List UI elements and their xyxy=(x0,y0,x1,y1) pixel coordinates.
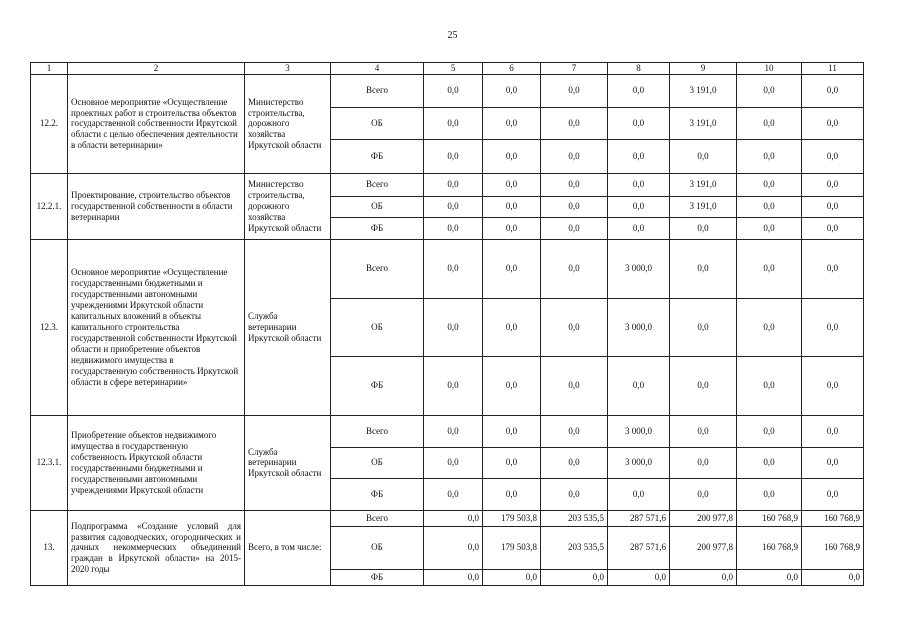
value-cell: 0,0 xyxy=(483,569,541,585)
value-cell: 0,0 xyxy=(483,478,541,510)
value-cell: 287 571,6 xyxy=(608,510,670,526)
value-cell: 0,0 xyxy=(424,569,483,585)
value-cell: 0,0 xyxy=(541,217,608,239)
value-cell: 0,0 xyxy=(608,356,670,415)
column-number-row xyxy=(31,63,864,75)
page-number: 25 xyxy=(447,30,458,41)
value-cell: 0,0 xyxy=(424,173,483,196)
value-cell: 179 503,8 xyxy=(483,526,541,569)
value-cell: 0,0 xyxy=(802,139,864,173)
value-cell: 3 000,0 xyxy=(608,239,670,298)
value-cell: 0,0 xyxy=(670,478,737,510)
value-cell: 0,0 xyxy=(424,510,483,526)
value-cell: 0,0 xyxy=(670,356,737,415)
value-cell: 0,0 xyxy=(541,478,608,510)
value-cell: 0,0 xyxy=(608,478,670,510)
funding-source: Всего xyxy=(331,510,424,526)
column-number: 4 xyxy=(331,63,424,75)
responsible-executor: Служба ветеринарии Иркутской области xyxy=(245,239,331,415)
value-cell: 0,0 xyxy=(424,526,483,569)
item-code: 13. xyxy=(31,510,68,585)
value-cell: 0,0 xyxy=(802,415,864,447)
item-description: Проектирование, строительство объектов государственной собственности в области ветеринарии xyxy=(68,173,245,239)
item-code: 12.2. xyxy=(31,74,68,173)
value-cell: 0,0 xyxy=(424,447,483,478)
column-number: 11 xyxy=(802,63,864,75)
value-cell: 0,0 xyxy=(670,415,737,447)
value-cell: 0,0 xyxy=(541,447,608,478)
funding-source: ФБ xyxy=(331,356,424,415)
responsible-executor: Всего, в том числе: xyxy=(245,510,331,585)
value-cell: 160 768,9 xyxy=(737,510,802,526)
value-cell: 160 768,9 xyxy=(737,526,802,569)
value-cell: 0,0 xyxy=(737,478,802,510)
funding-source: Всего xyxy=(331,74,424,107)
value-cell: 0,0 xyxy=(802,196,864,217)
responsible-executor: Министерство строительства, дорожного хозяйства Иркутской области xyxy=(245,74,331,173)
value-cell: 0,0 xyxy=(541,196,608,217)
value-cell: 0,0 xyxy=(608,569,670,585)
value-cell: 0,0 xyxy=(670,569,737,585)
value-cell: 0,0 xyxy=(541,415,608,447)
funding-source: Всего xyxy=(331,173,424,196)
budget-table xyxy=(30,62,864,586)
value-cell: 0,0 xyxy=(670,447,737,478)
value-cell: 3 191,0 xyxy=(670,196,737,217)
value-cell: 0,0 xyxy=(424,415,483,447)
value-cell: 0,0 xyxy=(802,173,864,196)
value-cell: 0,0 xyxy=(541,356,608,415)
value-cell: 0,0 xyxy=(483,74,541,107)
value-cell: 0,0 xyxy=(737,107,802,139)
value-cell: 0,0 xyxy=(541,298,608,356)
value-cell: 0,0 xyxy=(424,139,483,173)
value-cell: 0,0 xyxy=(737,447,802,478)
value-cell: 0,0 xyxy=(608,107,670,139)
column-number: 8 xyxy=(608,63,670,75)
item-code: 12.2.1. xyxy=(31,173,68,239)
item-code: 12.3.1. xyxy=(31,415,68,510)
item-description: Приобретение объектов недвижимого имущества в государственную собственность Иркутской области государственными бюджетными и государственными автономными учреждениями Иркутской области xyxy=(68,415,245,510)
value-cell: 0,0 xyxy=(737,139,802,173)
table-row xyxy=(31,415,864,447)
value-cell: 0,0 xyxy=(737,74,802,107)
column-number: 1 xyxy=(31,63,68,75)
funding-source: ОБ xyxy=(331,298,424,356)
value-cell: 0,0 xyxy=(670,298,737,356)
value-cell: 160 768,9 xyxy=(802,510,864,526)
funding-source: ОБ xyxy=(331,196,424,217)
value-cell: 0,0 xyxy=(737,173,802,196)
column-number: 10 xyxy=(737,63,802,75)
table-row xyxy=(31,239,864,298)
value-cell: 0,0 xyxy=(802,107,864,139)
value-cell: 0,0 xyxy=(483,415,541,447)
value-cell: 0,0 xyxy=(802,478,864,510)
value-cell: 0,0 xyxy=(608,217,670,239)
value-cell: 0,0 xyxy=(424,74,483,107)
value-cell: 0,0 xyxy=(483,298,541,356)
funding-source: ФБ xyxy=(331,569,424,585)
value-cell: 200 977,8 xyxy=(670,526,737,569)
value-cell: 0,0 xyxy=(608,173,670,196)
value-cell: 0,0 xyxy=(483,139,541,173)
value-cell: 0,0 xyxy=(670,239,737,298)
funding-source: ОБ xyxy=(331,447,424,478)
value-cell: 0,0 xyxy=(802,447,864,478)
item-code: 12.3. xyxy=(31,239,68,415)
value-cell: 200 977,8 xyxy=(670,510,737,526)
value-cell: 0,0 xyxy=(483,173,541,196)
column-number: 6 xyxy=(483,63,541,75)
value-cell: 203 535,5 xyxy=(541,526,608,569)
table-row xyxy=(31,173,864,196)
value-cell: 0,0 xyxy=(541,107,608,139)
value-cell: 0,0 xyxy=(737,569,802,585)
value-cell: 0,0 xyxy=(424,478,483,510)
column-number: 2 xyxy=(68,63,245,75)
value-cell: 3 000,0 xyxy=(608,298,670,356)
value-cell: 0,0 xyxy=(424,239,483,298)
column-number: 3 xyxy=(245,63,331,75)
value-cell: 0,0 xyxy=(802,239,864,298)
responsible-executor: Министерство строительства, дорожного хозяйства Иркутской области xyxy=(245,173,331,239)
value-cell: 0,0 xyxy=(670,217,737,239)
value-cell: 0,0 xyxy=(802,298,864,356)
value-cell: 0,0 xyxy=(737,356,802,415)
value-cell: 0,0 xyxy=(541,239,608,298)
value-cell: 0,0 xyxy=(483,196,541,217)
column-number: 5 xyxy=(424,63,483,75)
value-cell: 287 571,6 xyxy=(608,526,670,569)
value-cell: 0,0 xyxy=(424,356,483,415)
value-cell: 0,0 xyxy=(802,217,864,239)
value-cell: 3 191,0 xyxy=(670,173,737,196)
value-cell: 0,0 xyxy=(483,217,541,239)
funding-source: ОБ xyxy=(331,526,424,569)
value-cell: 0,0 xyxy=(424,298,483,356)
funding-source: ОБ xyxy=(331,107,424,139)
value-cell: 179 503,8 xyxy=(483,510,541,526)
value-cell: 3 191,0 xyxy=(670,107,737,139)
table-row xyxy=(31,74,864,107)
column-number: 9 xyxy=(670,63,737,75)
value-cell: 0,0 xyxy=(737,415,802,447)
value-cell: 0,0 xyxy=(424,217,483,239)
value-cell: 0,0 xyxy=(802,356,864,415)
item-description: Основное мероприятие «Осуществление проектных работ и строительства объектов государственной собственности Иркутской области с целью обеспечения деятельности в области ветеринарии» xyxy=(68,74,245,173)
funding-source: Всего xyxy=(331,415,424,447)
value-cell: 0,0 xyxy=(483,356,541,415)
value-cell: 0,0 xyxy=(483,107,541,139)
item-description: Подпрограмма «Создание условий для развития садоводческих, огороднических и дачных некоммерческих объединений граждан в Иркутской области» на 2015-2020 годы xyxy=(68,510,245,585)
value-cell: 3 000,0 xyxy=(608,447,670,478)
value-cell: 0,0 xyxy=(483,447,541,478)
funding-source: ФБ xyxy=(331,139,424,173)
value-cell: 160 768,9 xyxy=(802,526,864,569)
item-description: Основное мероприятие «Осуществление государственными бюджетными и государственными автономными учреждениями Иркутской области капитальных вложений в объекты капитального строительства государственной собственности Иркутской области и приобретение объектов недвижимого имущества в государственную собственность Иркутской области в сфере ветеринарии» xyxy=(68,239,245,415)
value-cell: 0,0 xyxy=(737,196,802,217)
column-number: 7 xyxy=(541,63,608,75)
value-cell: 0,0 xyxy=(541,569,608,585)
value-cell: 3 000,0 xyxy=(608,415,670,447)
value-cell: 3 191,0 xyxy=(670,74,737,107)
value-cell: 0,0 xyxy=(737,239,802,298)
table-row xyxy=(31,510,864,526)
value-cell: 0,0 xyxy=(670,139,737,173)
value-cell: 0,0 xyxy=(608,196,670,217)
responsible-executor: Служба ветеринарии Иркутской области xyxy=(245,415,331,510)
value-cell: 0,0 xyxy=(424,107,483,139)
value-cell: 0,0 xyxy=(608,74,670,107)
value-cell: 203 535,5 xyxy=(541,510,608,526)
value-cell: 0,0 xyxy=(483,239,541,298)
value-cell: 0,0 xyxy=(737,217,802,239)
value-cell: 0,0 xyxy=(802,569,864,585)
value-cell: 0,0 xyxy=(424,196,483,217)
funding-source: ФБ xyxy=(331,217,424,239)
funding-source: Всего xyxy=(331,239,424,298)
value-cell: 0,0 xyxy=(541,139,608,173)
value-cell: 0,0 xyxy=(541,74,608,107)
value-cell: 0,0 xyxy=(737,298,802,356)
value-cell: 0,0 xyxy=(608,139,670,173)
value-cell: 0,0 xyxy=(541,173,608,196)
value-cell: 0,0 xyxy=(802,74,864,107)
funding-source: ФБ xyxy=(331,478,424,510)
